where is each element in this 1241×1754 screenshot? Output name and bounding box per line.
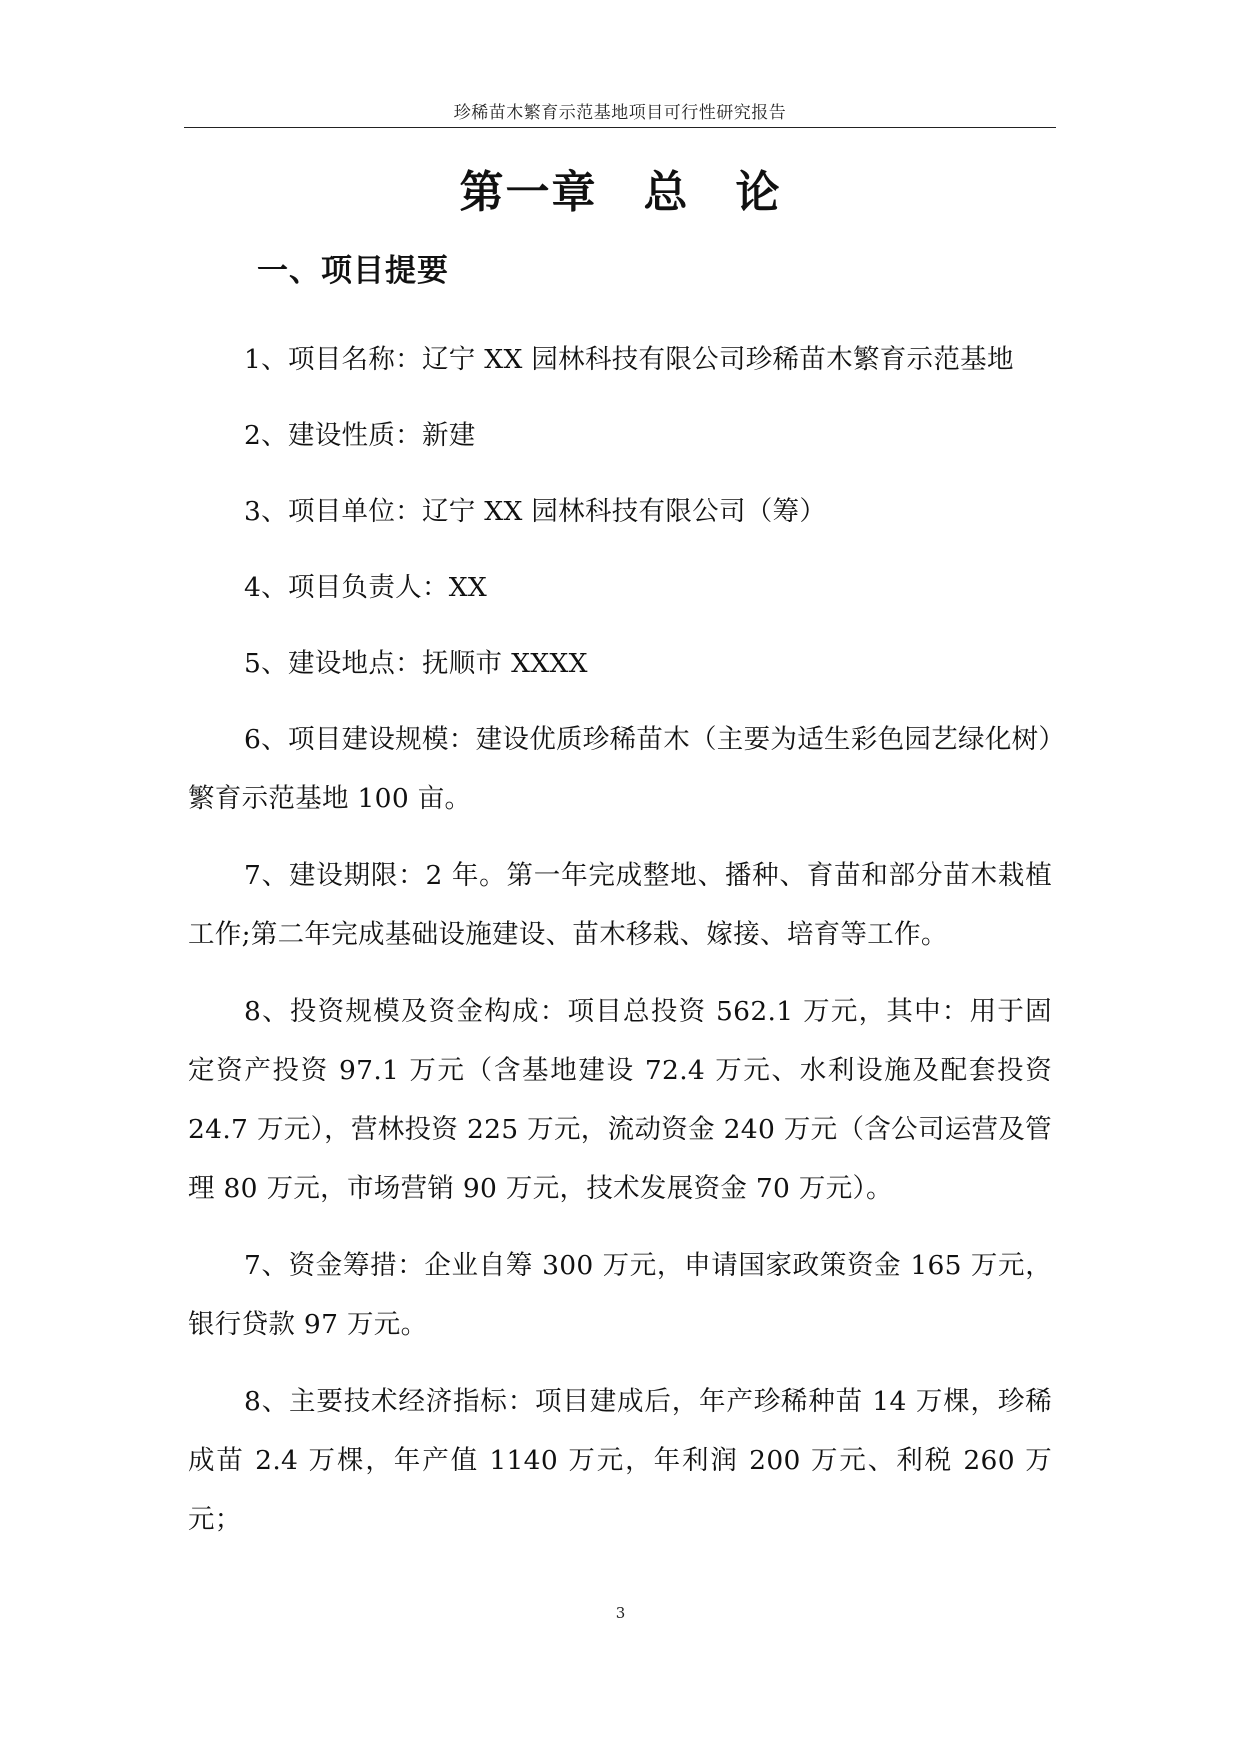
project-summary-list bbox=[188, 330, 1052, 1567]
item-fund-raising: 7、资金筹措：企业自筹 300 万元，申请国家政策资金 165 万元，银行贷款 97 万元。 bbox=[188, 1250, 1052, 1340]
item-construction-site: 5、建设地点：抚顺市 XXXX bbox=[244, 648, 588, 679]
item-project-unit: 3、项目单位：辽宁 XX 园林科技有限公司（筹） bbox=[244, 496, 827, 527]
chapter-title: 第一章 总 论 bbox=[459, 167, 782, 218]
item-economic-indicators: 8、主要技术经济指标：项目建成后，年产珍稀种苗 14 万棵，珍稀成苗 2.4 万棵，年产值 1140 万元，年利润 200 万元、利税 260 万元； bbox=[188, 1386, 1052, 1535]
item-investment-scale: 8、投资规模及资金构成：项目总投资 562.1 万元，其中：用于固定资产投资 97.1 万元（含基地建设 72.4 万元、水利设施及配套投资 24.7 万元），营林投资 225 万元，流动资金 240 万元（含公司运营及管理 80 万元，市场营销 90 万元，技术发展资金 70 万元）。 bbox=[188, 996, 1052, 1204]
item-construction-period: 7、建设期限：2 年。第一年完成整地、播种、育苗和部分苗木栽植工作;第二年完成基础设施建设、苗木移栽、嫁接、培育等工作。 bbox=[188, 860, 1052, 950]
item-construction-scale: 6、项目建设规模：建设优质珍稀苗木（主要为适生彩色园艺绿化树）繁育示范基地 100 亩。 bbox=[188, 724, 1052, 814]
item-construction-nature: 2、建设性质：新建 bbox=[244, 420, 476, 451]
item-project-leader: 4、项目负责人：XX bbox=[244, 572, 488, 603]
item-project-name: 1、项目名称：辽宁 XX 园林科技有限公司珍稀苗木繁育示范基地 bbox=[244, 344, 1014, 375]
header-divider bbox=[184, 127, 1056, 128]
running-header: 珍稀苗木繁育示范基地项目可行性研究报告 bbox=[453, 103, 787, 123]
page-number: 3 bbox=[615, 1604, 626, 1622]
section-heading: 一、项目提要 bbox=[257, 253, 449, 289]
